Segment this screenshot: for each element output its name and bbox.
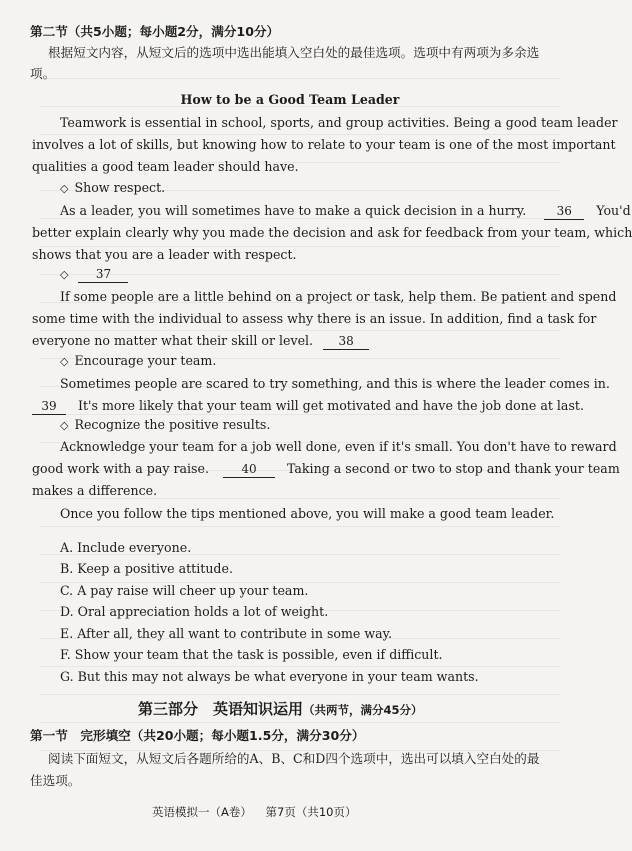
option-a[interactable]: A. Include everyone. (60, 540, 192, 555)
section2-instruction-cont: 项。 (30, 66, 56, 81)
blank-38[interactable]: 38 (323, 333, 369, 350)
text: Taking a second or two to stop and thank your team (287, 461, 620, 476)
section2-instruction: 根据短文内容，从短文后的选项中选出能填入空白处的最佳选项。选项中有两项为多余选 (48, 45, 540, 60)
text: You'd (596, 203, 631, 218)
paragraph-line: Acknowledge your team for a job well done, even if it's small. You don't have to reward (60, 439, 617, 454)
paragraph-line: qualities a good team leader should have. (32, 159, 299, 174)
paragraph-line: involves a lot of skills, but knowing how to relate to your team is one of the most important (32, 137, 616, 152)
diamond-bullet-icon: ◇ (60, 182, 69, 195)
passage-title: How to be a Good Team Leader (180, 92, 400, 107)
diamond-bullet-icon: ◇ (60, 355, 69, 368)
section1-instruction-cont: 佳选项。 (30, 773, 81, 788)
option-b[interactable]: B. Keep a positive attitude. (60, 561, 233, 576)
footer (152, 804, 356, 820)
paragraph-line: Sometimes people are scared to try something, and this is where the leader comes in. (60, 376, 610, 391)
paragraph-line (32, 333, 369, 350)
option-g[interactable]: G. But this may not always be what everyone in your team wants. (60, 669, 479, 684)
footer-exam-name: 英语模拟一（A卷） (152, 805, 252, 819)
text: It's more likely that your team will get motivated and have the job done at last. (78, 398, 584, 413)
option-e[interactable]: E. After all, they all want to contribute in some way. (60, 626, 393, 641)
diamond-bullet-icon: ◇ (60, 268, 69, 281)
heading-encourage (60, 353, 216, 370)
heading-text: Show respect. (74, 180, 166, 195)
option-d[interactable]: D. Oral appreciation holds a lot of weight. (60, 604, 329, 619)
heading-text: Encourage your team. (74, 353, 217, 368)
paragraph-line: Once you follow the tips mentioned above, you will make a good team leader. (60, 506, 555, 521)
text: As a leader, you will sometimes have to make a quick decision in a hurry. (60, 203, 527, 218)
part3-title-text: 第三部分 英语知识运用 (138, 700, 304, 718)
part3-subtitle: （共两节，满分45分） (303, 703, 423, 717)
option-f[interactable]: F. Show your team that the task is possible, even if difficult. (60, 647, 443, 662)
heading-show-respect (60, 180, 165, 197)
paragraph-line: some time with the individual to assess why there is an issue. In addition, find a task for (32, 311, 597, 326)
footer-page-number: 第7页（共10页） (265, 805, 357, 819)
paragraph-line: makes a difference. (32, 483, 158, 498)
paragraph-line (32, 398, 584, 415)
heading-recognize (60, 417, 270, 434)
text: everyone no matter what their skill or level. (32, 333, 314, 348)
paragraph-line (32, 461, 620, 478)
section1-instruction: 阅读下面短文，从短文后各题所给的A、B、C和D四个选项中，选出可以填入空白处的最 (48, 751, 540, 766)
section1-header: 第一节 完形填空（共20小题；每小题1.5分，满分30分） (30, 728, 365, 743)
section2-header: 第二节（共5小题；每小题2分，满分10分） (30, 24, 280, 39)
blank-37[interactable]: 37 (78, 266, 128, 283)
blank-39[interactable]: 39 (32, 398, 66, 415)
blank-36[interactable]: 36 (544, 203, 584, 220)
paragraph-line: shows that you are a leader with respect. (32, 247, 297, 262)
paragraph-line: If some people are a little behind on a project or task, help them. Be patient and spend (60, 289, 617, 304)
paragraph-line: Teamwork is essential in school, sports, and group activities. Being a good team leader (60, 115, 618, 130)
part3-title (138, 700, 423, 719)
paragraph-line (60, 203, 631, 220)
option-c[interactable]: C. A pay raise will cheer up your team. (60, 583, 309, 598)
text: good work with a pay raise. (32, 461, 209, 476)
blank-40[interactable]: 40 (223, 461, 275, 478)
heading-blank-37 (60, 266, 128, 283)
paragraph-line: better explain clearly why you made the decision and ask for feedback from your team, which (32, 225, 632, 240)
heading-text: Recognize the positive results. (74, 417, 271, 432)
diamond-bullet-icon: ◇ (60, 419, 69, 432)
